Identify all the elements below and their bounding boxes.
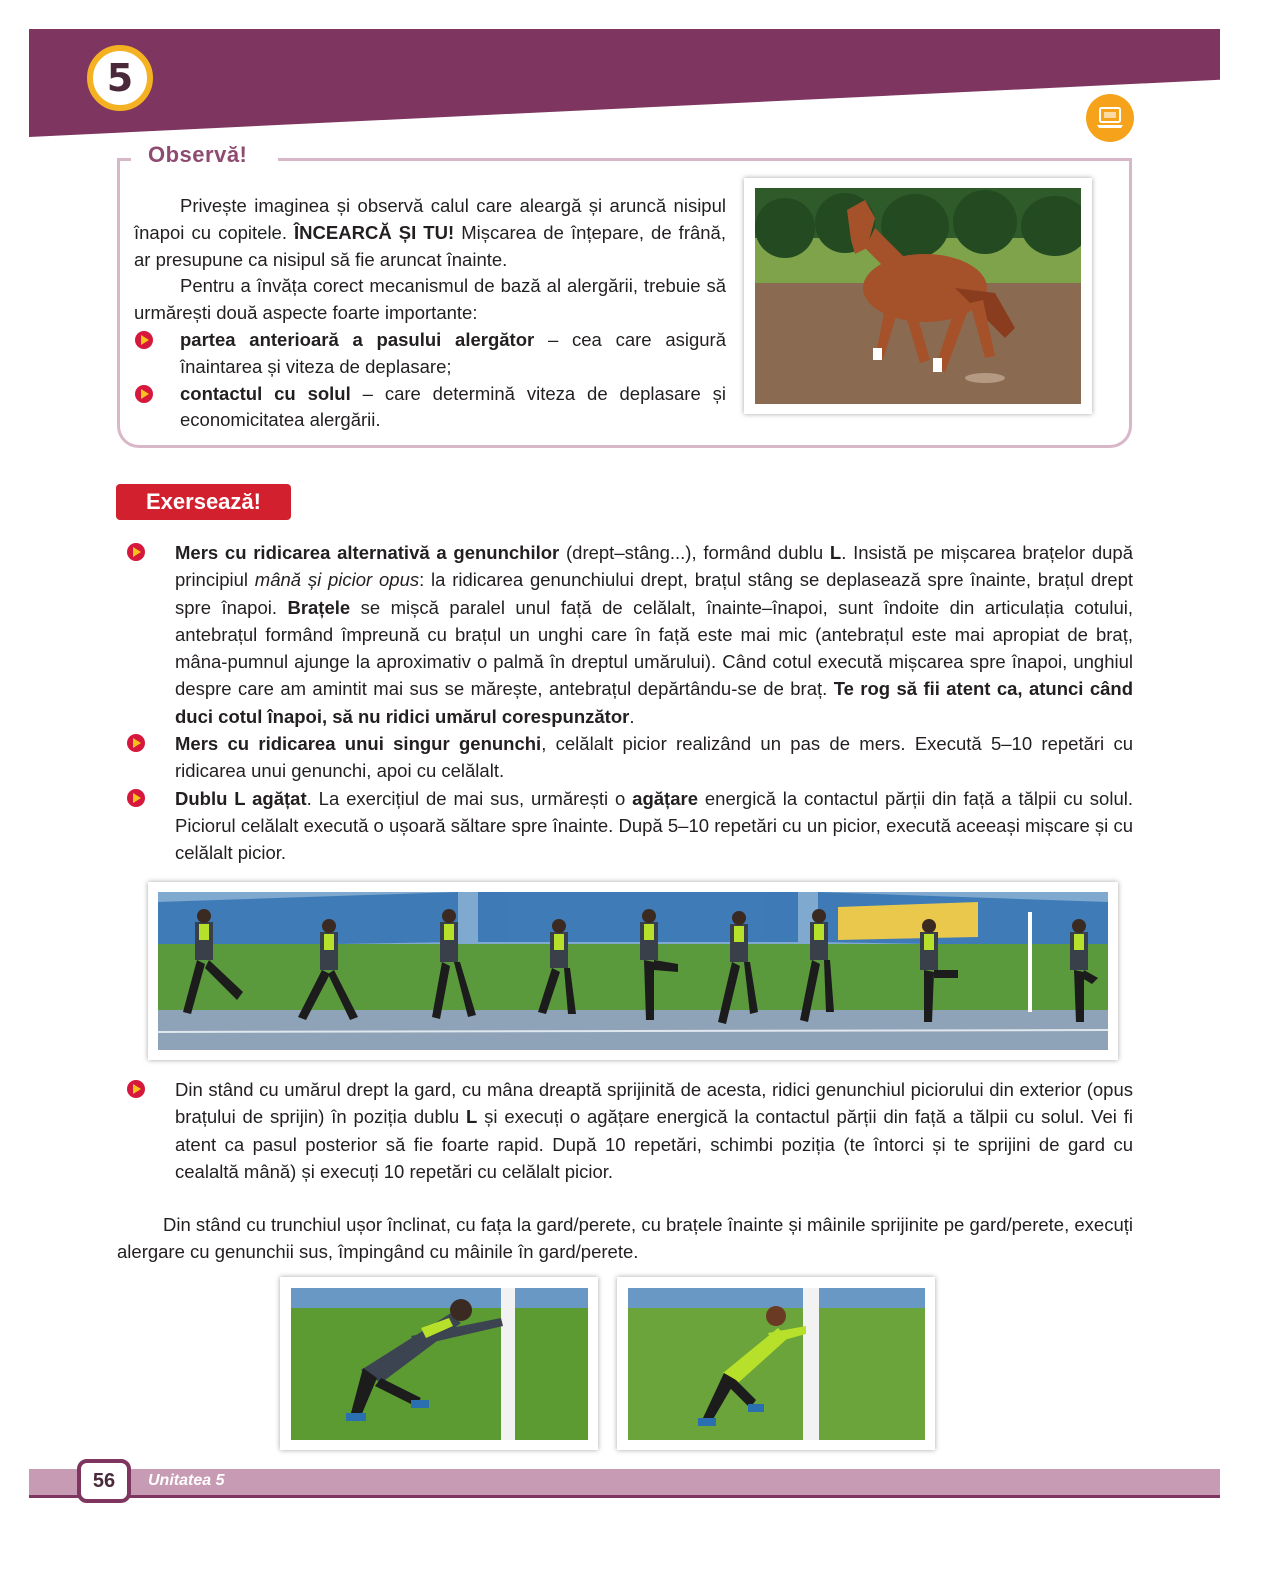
running-sequence-image [158, 892, 1108, 1050]
observe-frame-line [278, 158, 1132, 161]
unit-number: 5 [106, 56, 134, 100]
list-item: Mers cu ridicarea unui singur genunchi, celălalt picior realizând un pas de mers. Execută 5–10 repetări cu ridicarea unui genunchi, apoi cu celălalt. [127, 730, 1133, 785]
exercise-list-continued [127, 1076, 1133, 1185]
observe-paragraph-2: Pentru a învăța corect mecanismul de bază al alergării, trebuie să urmărești două aspecte foarte importante: [134, 275, 726, 324]
header-band [29, 29, 1220, 137]
list-item: partea anterioară a pasului alergător – cea care asigură înaintarea și viteza de deplasare; [134, 327, 726, 381]
horse-image [755, 188, 1081, 404]
page-number: 56 [77, 1459, 131, 1503]
observe-text [134, 193, 726, 434]
bullet-arrow-icon [127, 543, 145, 561]
bullet-arrow-icon [127, 789, 145, 807]
observe-list [134, 327, 726, 434]
boy-pushing-post-image [291, 1288, 588, 1440]
list-item: contactul cu solul – care determină viteza de deplasare și economicitatea alergării. [134, 381, 726, 435]
girl-pushing-post-image [628, 1288, 925, 1440]
exercise-paragraph: Din stând cu trunchiul ușor înclinat, cu fața la gard/perete, cu brațele înainte și mâinile sprijinite pe gard/perete, execuți alergare cu genunchii sus, împingând cu mâinile în gard/perete. [117, 1214, 1133, 1263]
boy-pushing-post-photo [280, 1277, 598, 1450]
list-item: Dublu L agățat. La exercițiul de mai sus, urmărești o agățare energică la contactul părții din față a tălpii cu solul. Piciorul celălalt execută o ușoară săltare spre înainte. După 5–10 repetări cu un picior, execută aceeași mișcare și cu celălalt picior. [127, 785, 1133, 867]
bullet-arrow-icon [127, 734, 145, 752]
list-item: Mers cu ridicarea alternativă a genunchilor (drept–stâng...), formând dublu L. Insistă pe mișcarea brațelor după principiul mână și picior opus: la ridicarea genunchiului drept, brațul stâng se deplasează spre înainte, brațul drept spre înapoi. Brațele se mișcă paralel unul față de celălalt, înainte–înapoi, sunt îndoite din articulația cotului, antebrațul formând împreună cu brațul un unghi care în față este mai mic (antebrațul este mai apropiat de braț, mâna-pumnul ajunge la aproximativ o palmă în dreptul umărului). Când cotul execută mișcarea spre înapoi, unghiul despre care am amintit mai sus se mărește, antebrațul depărtându-se de braț. Te rog să fii atent ca, atunci când duci cotul înapoi, să nu ridici umărul corespunzător. [127, 539, 1133, 730]
horse-photo [744, 178, 1092, 414]
bullet-arrow-icon [135, 331, 153, 349]
list-item: Din stând cu umărul drept la gard, cu mâna dreaptă sprijinită de acesta, ridici genunchiul piciorului din exterior (opus brațului de sprijin) în poziția dublu L și execuți o agățare energică la contactul părții din față a tălpii cu solul. Vei fi atent ca pasul posterior să fie foarte rapid. După 10 repetări, schimbi poziția (te întorci și te sprijini de gard cu cealaltă mână) și execuți 10 repetări cu celălalt picior. [127, 1076, 1133, 1185]
unit-label: Unitatea 5 [148, 1472, 225, 1489]
exercise-title: Exersează! [116, 484, 291, 520]
digital-resource-icon[interactable] [1086, 94, 1134, 142]
exercise-list [127, 539, 1133, 867]
bullet-arrow-icon [135, 385, 153, 403]
running-sequence-photo [148, 882, 1118, 1060]
bullet-arrow-icon [127, 1080, 145, 1098]
observe-paragraph-1: Privește imaginea și observă calul care aleargă și aruncă nisipul înapoi cu copitele. ÎNCEARCĂ ȘI TU! Mișcarea de înțepare, de frână, ar presupune ca nisipul să fie aruncat înainte. [134, 195, 726, 270]
laptop-icon [1095, 105, 1125, 131]
observe-title: Observă! [148, 142, 248, 167]
observe-frame-line [117, 158, 131, 161]
unit-number-badge [87, 45, 153, 111]
girl-pushing-post-photo [617, 1277, 935, 1450]
